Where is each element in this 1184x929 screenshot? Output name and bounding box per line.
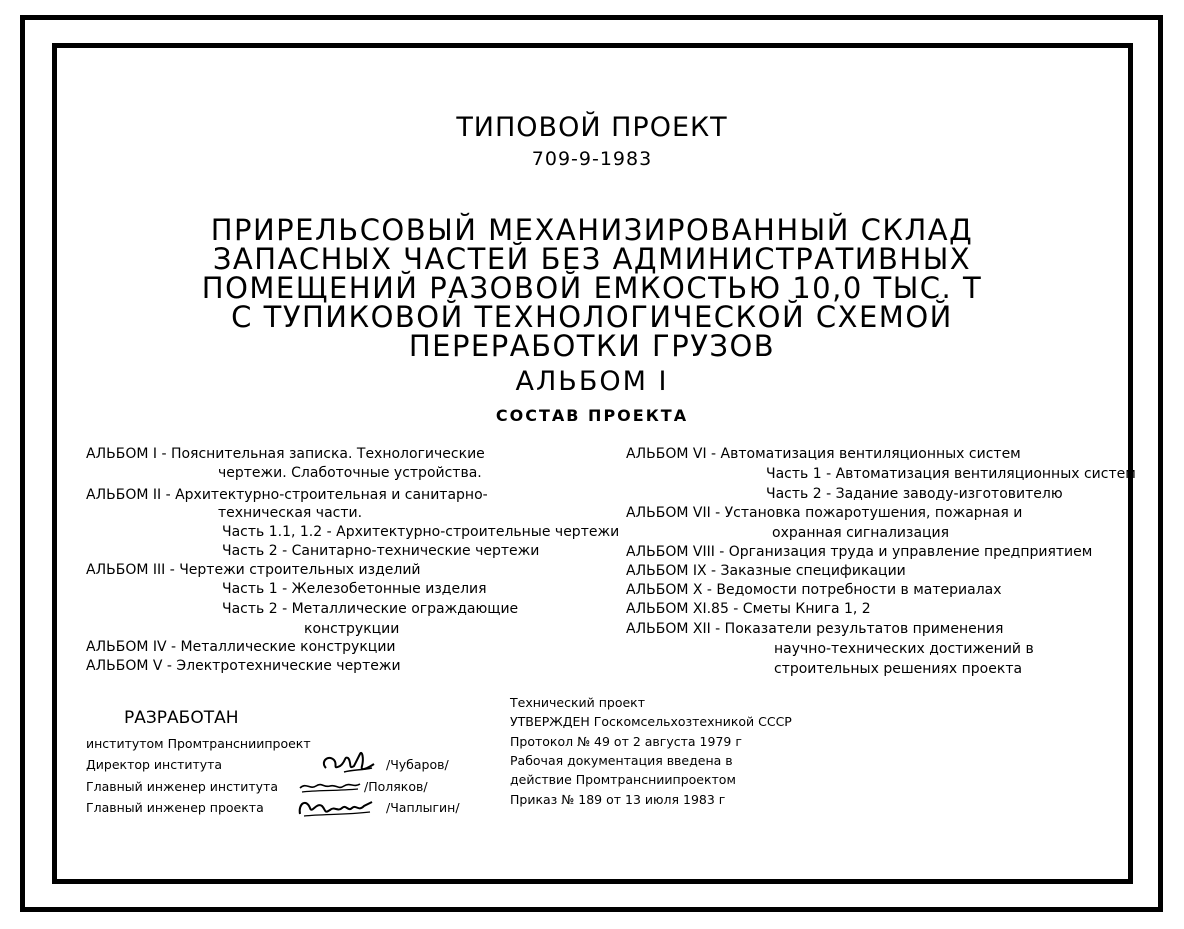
list-item: охранная сигнализация	[772, 525, 950, 541]
list-item: АЛЬБОМ VIII - Организация труда и управление предприятием	[626, 544, 1093, 560]
project-type: ТИПОВОЙ ПРОЕКТ	[456, 112, 728, 143]
signature-chief-engineer-project	[294, 794, 378, 820]
list-item: АЛЬБОМ IX - Заказные спецификации	[626, 563, 906, 579]
approval-line: действие Промтрансниипроектом	[510, 772, 736, 787]
signatory-name: /Поляков/	[364, 779, 428, 794]
approval-line: Технический проект	[510, 695, 646, 710]
list-item: Часть 1.1, 1.2 - Архитектурно-строительные чертежи	[222, 524, 620, 540]
approval-line: Протокол № 49 от 2 августа 1979 г	[510, 734, 742, 749]
signatory-role: Директор института	[86, 757, 223, 772]
list-item: Часть 1 - Железобетонные изделия	[222, 581, 487, 597]
list-item: строительных решениях проекта	[774, 661, 1023, 677]
signatory-role: Главный инженер института	[86, 779, 278, 794]
composition-heading: СОСТАВ ПРОЕКТА	[495, 406, 689, 425]
album-heading: АЛЬБОМ I	[515, 366, 669, 397]
list-item: АЛЬБОМ VI - Автоматизация вентиляционных систем	[626, 446, 1021, 462]
list-item: АЛЬБОМ IV - Металлические конструкции	[86, 639, 396, 655]
signatory-name: /Чаплыгин/	[386, 800, 460, 815]
title-line: ПЕРЕРАБОТКИ ГРУЗОВ	[408, 329, 776, 363]
list-item: конструкции	[304, 621, 400, 637]
title-line: ЗАПАСНЫХ ЧАСТЕЙ БЕЗ АДМИНИСТРАТИВНЫХ	[212, 242, 972, 276]
title-line: С ТУПИКОВОЙ ТЕХНОЛОГИЧЕСКОЙ СХЕМОЙ	[231, 300, 953, 334]
list-item: чертежи. Слаботочные устройства.	[218, 465, 482, 481]
list-item: АЛЬБОМ II - Архитектурно-строительная и санитарно-	[86, 487, 488, 503]
list-item: техническая части.	[218, 505, 363, 521]
list-item: Часть 2 - Санитарно-технические чертежи	[222, 543, 540, 559]
signature-chief-engineer-institute	[296, 774, 366, 796]
list-item: АЛЬБОМ VII - Установка пожаротушения, пожарная и	[626, 505, 1023, 521]
approval-line: Рабочая документация введена в	[510, 753, 733, 768]
signatory-name: /Чубаров/	[386, 757, 449, 772]
list-item: научно-технических достижений в	[774, 641, 1034, 657]
list-item: АЛЬБОМ V - Электротехнические чертежи	[86, 658, 401, 674]
list-item: АЛЬБОМ XI.85 - Сметы Книга 1, 2	[626, 601, 871, 617]
developer-institute: институтом Промтрансниипроект	[86, 736, 311, 751]
title-line: ПРИРЕЛЬСОВЫЙ МЕХАНИЗИРОВАННЫЙ СКЛАД	[210, 213, 974, 247]
list-item: АЛЬБОМ XII - Показатели результатов применения	[626, 621, 1004, 637]
list-item: Часть 2 - Металлические ограждающие	[222, 601, 519, 617]
signatory-role: Главный инженер проекта	[86, 800, 264, 815]
project-code: 709-9-1983	[531, 148, 653, 170]
approval-line: УТВЕРЖДЕН Госкомсельхозтехникой СССР	[510, 714, 792, 729]
developer-heading: РАЗРАБОТАН	[124, 708, 239, 728]
list-item: Часть 1 - Автоматизация вентиляционных систем	[766, 466, 1136, 482]
signature-director	[318, 748, 384, 776]
approval-line: Приказ № 189 от 13 июля 1983 г	[510, 792, 726, 807]
list-item: Часть 2 - Задание заводу-изготовителю	[766, 486, 1063, 502]
list-item: АЛЬБОМ I - Пояснительная записка. Технологические	[86, 446, 485, 462]
list-item: АЛЬБОМ III - Чертежи строительных изделий	[86, 562, 421, 578]
list-item: АЛЬБОМ X - Ведомости потребности в материалах	[626, 582, 1002, 598]
title-line: ПОМЕЩЕНИЙ РАЗОВОЙ ЕМКОСТЬЮ 10,0 ТЫС. Т	[201, 271, 983, 305]
